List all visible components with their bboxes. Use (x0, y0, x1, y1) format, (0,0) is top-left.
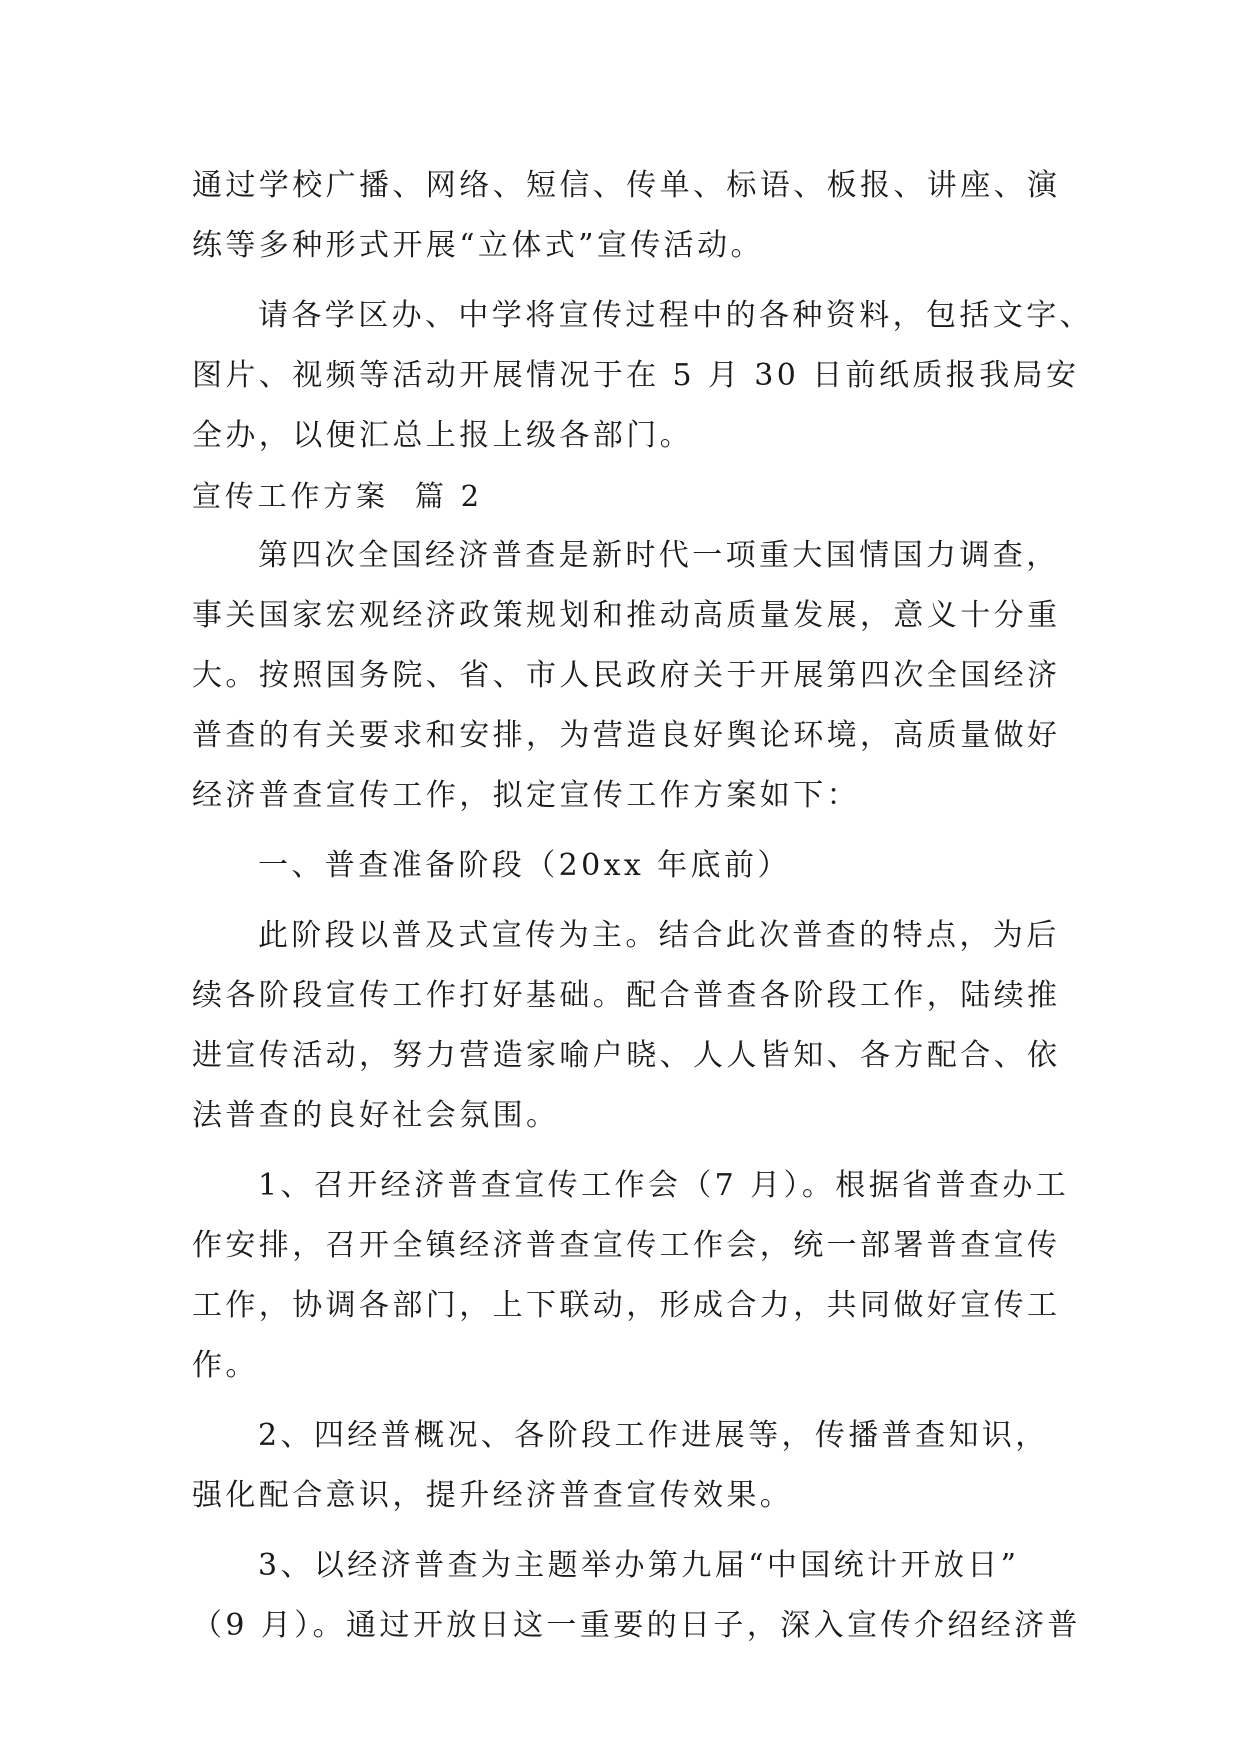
text-line: 进宣传活动，努力营造家喻户晓、人人皆知、各方配合、依 (192, 1038, 1061, 1073)
text-line: 练等多种形式开展“立体式”宣传活动。 (192, 228, 764, 263)
text-line: 通过学校广播、网络、短信、传单、标语、板报、讲座、演 (192, 168, 1061, 203)
text-line: 全办，以便汇总上报上级各部门。 (192, 418, 693, 453)
text-line: 请各学区办、中学将宣传过程中的各种资料，包括文字、 (258, 298, 1093, 333)
text-line: 作。 (192, 1348, 259, 1383)
list-item-2 (192, 1406, 1062, 1526)
text-line: 1、召开经济普查宣传工作会（7 月）。根据省普查办工 (258, 1168, 1070, 1203)
text-line: 法普查的良好社会氛围。 (192, 1098, 560, 1133)
text-line: 工作，协调各部门，上下联动，形成合力，共同做好宣传工 (192, 1288, 1061, 1323)
subheading-preparation-stage (192, 836, 1062, 896)
text-line: 事关国家宏观经济政策规划和推动高质量发展，意义十分重 (192, 598, 1061, 633)
text-line: 普查的有关要求和安排，为营造良好舆论环境，高质量做好 (192, 718, 1061, 753)
text-line: 作安排，召开全镇经济普查宣传工作会，统一部署普查宣传 (192, 1228, 1061, 1263)
text-line: （9 月）。通过开放日这一重要的日子，深入宣传介绍经济普 (192, 1608, 1081, 1643)
text-line: 3、以经济普查为主题举办第九届“中国统计开放日” (258, 1548, 1020, 1583)
text-line: 续各阶段宣传工作打好基础。配合普查各阶段工作，陆续推 (192, 978, 1061, 1013)
text-line: 此阶段以普及式宣传为主。结合此次普查的特点，为后 (258, 918, 1060, 953)
text-line: 经济普查宣传工作，拟定宣传工作方案如下： (192, 778, 860, 813)
text-line: 第四次全国经济普查是新时代一项重大国情国力调查， (258, 538, 1060, 573)
paragraph-campaign-forms (192, 156, 1062, 276)
paragraph-census-intro (192, 526, 1062, 826)
paragraph-stage-description (192, 906, 1062, 1146)
text-line: 2、四经普概况、各阶段工作进展等，传播普查知识， (258, 1418, 1049, 1453)
list-item-1 (192, 1156, 1070, 1396)
list-item-3 (192, 1536, 1081, 1656)
text-line: 图片、视频等活动开展情况于在 5 月 30 日前纸质报我局安 (192, 358, 1080, 393)
text-line: 一、普查准备阶段（20xx 年底前） (258, 848, 791, 883)
document-body (192, 156, 1093, 1656)
text-line: 大。按照国务院、省、市人民政府关于开展第四次全国经济 (192, 658, 1061, 693)
paragraph-materials-submission (192, 286, 1093, 466)
section-title: 宣传工作方案 篇 2 (192, 479, 483, 513)
section-heading (192, 466, 1062, 526)
text-line: 强化配合意识，提升经济普查宣传效果。 (192, 1478, 794, 1513)
